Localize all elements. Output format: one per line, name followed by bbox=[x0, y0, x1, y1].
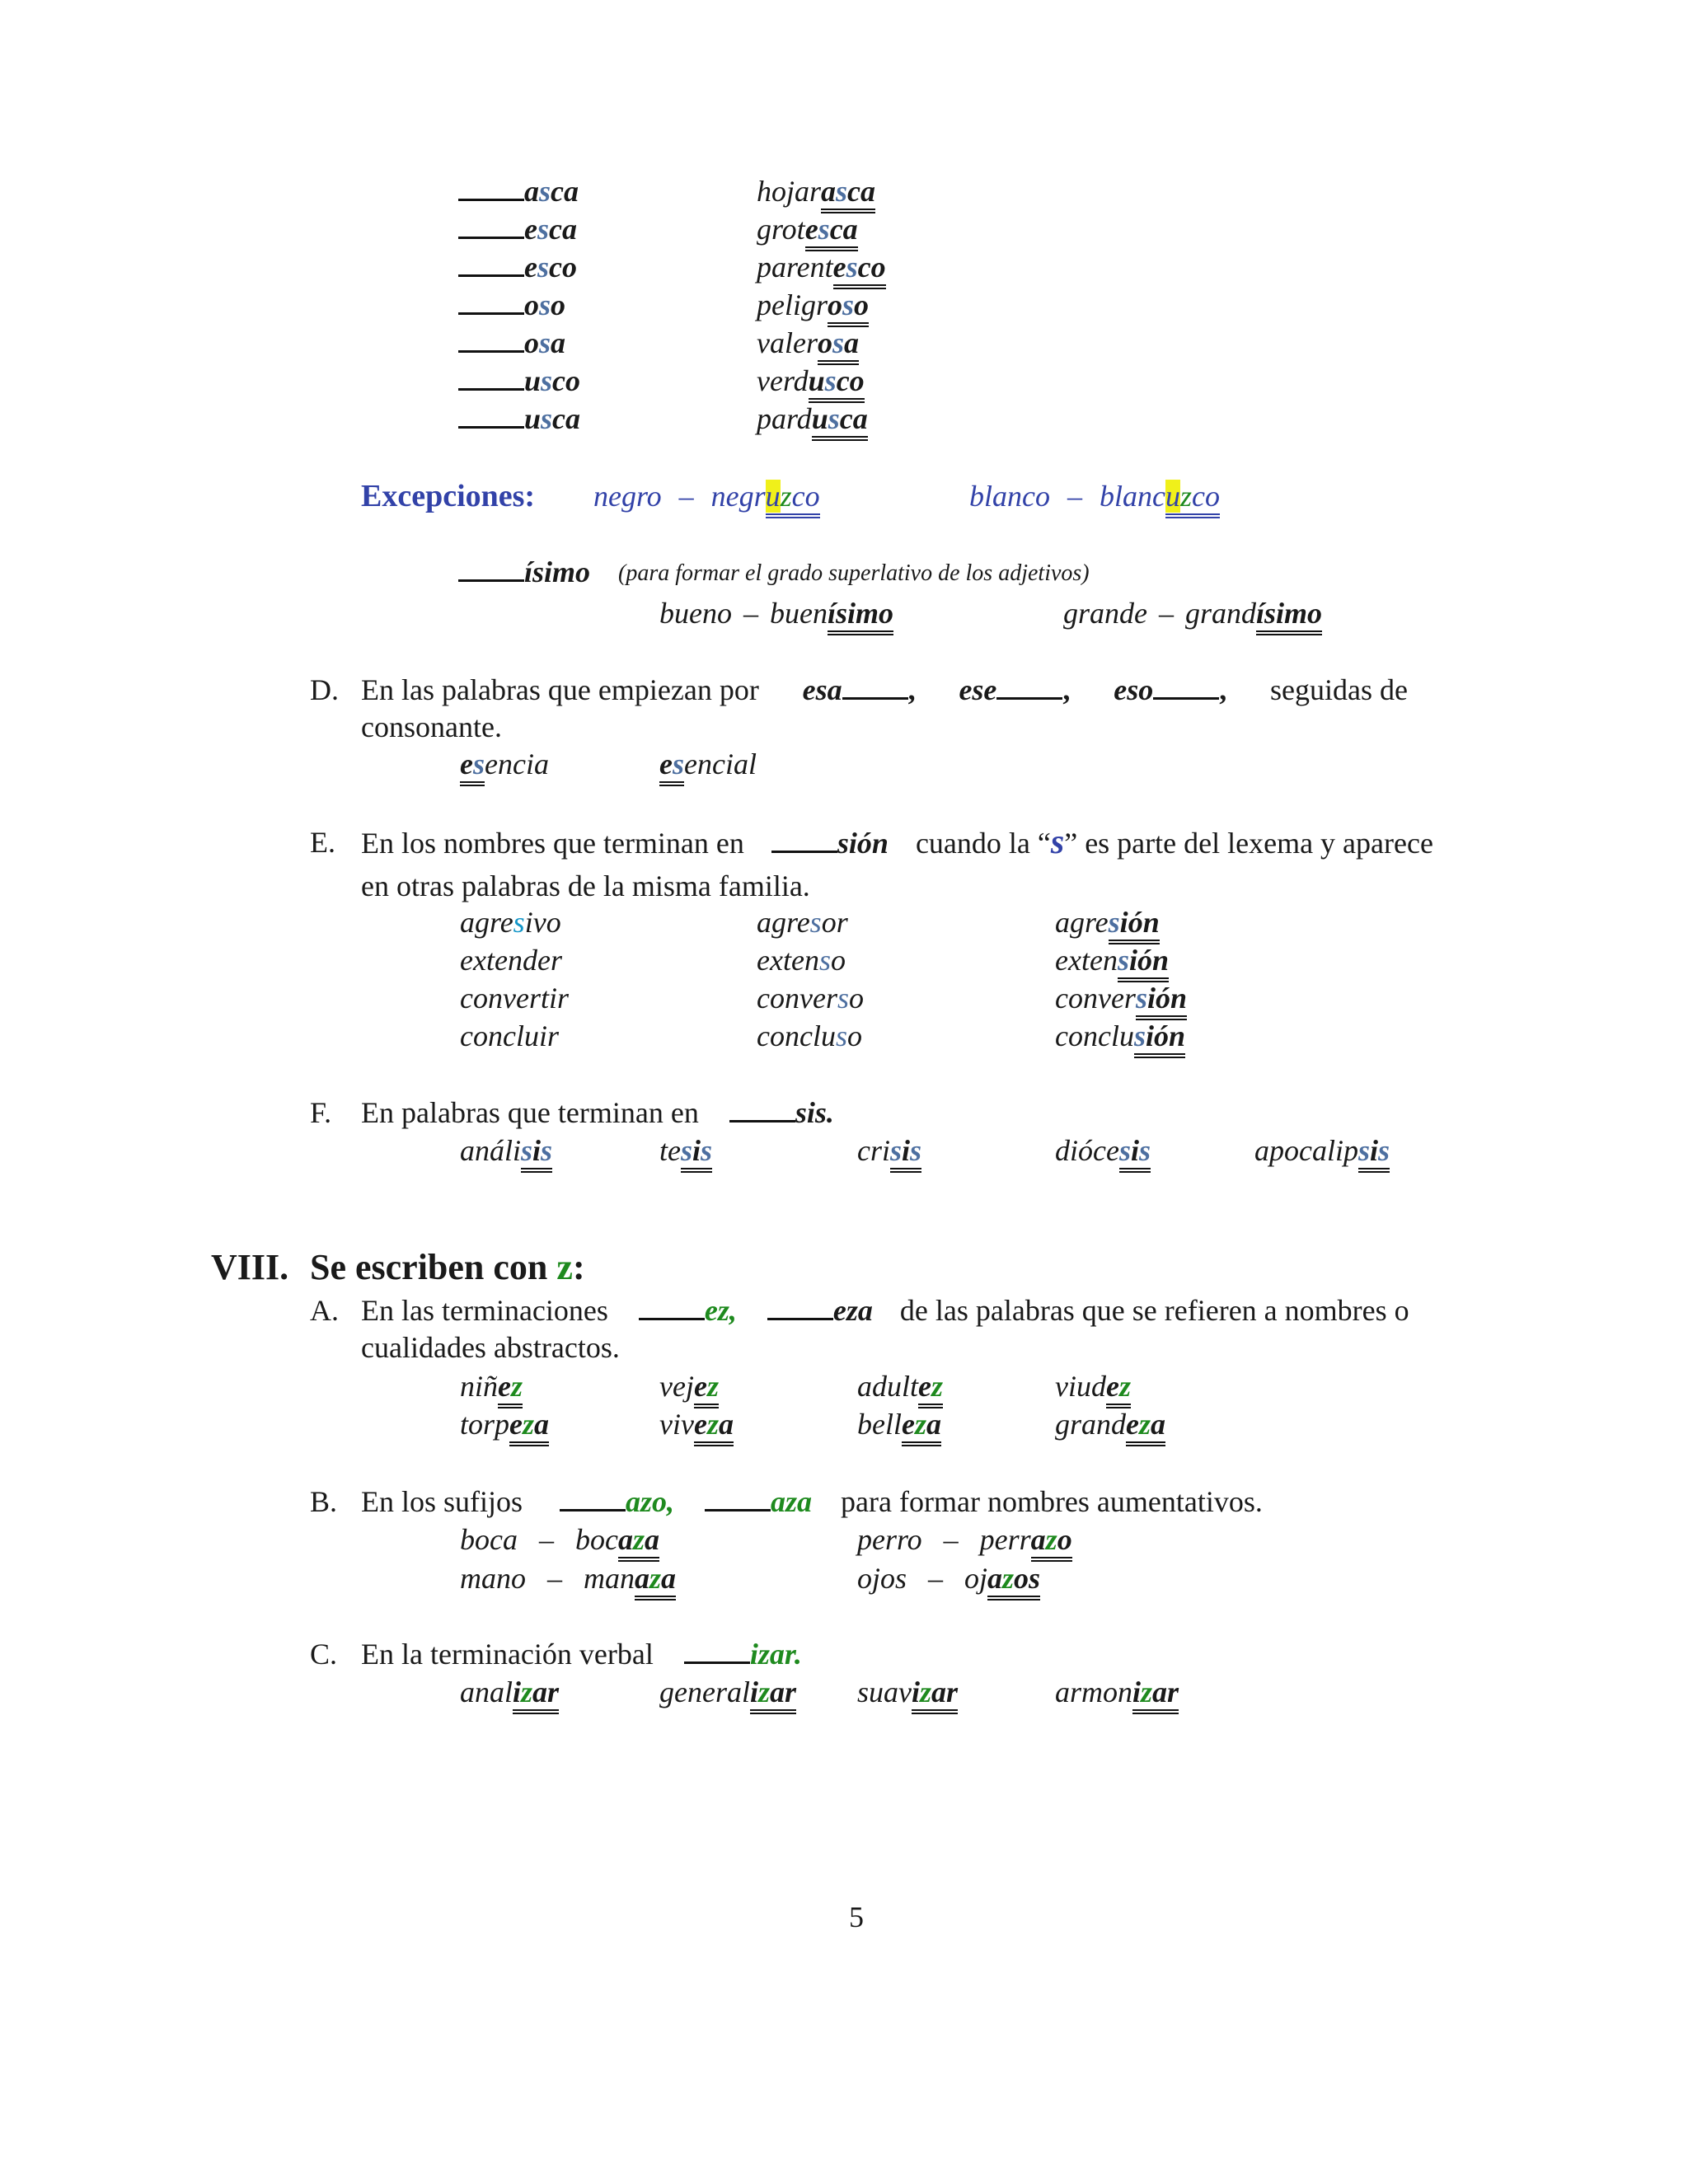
augmentative-example bbox=[460, 1560, 676, 1596]
example-word bbox=[460, 1406, 549, 1442]
item-f-letter: F. bbox=[310, 1096, 332, 1129]
suffix-part: oso bbox=[828, 288, 869, 327]
word-stem: dióce bbox=[1055, 1134, 1119, 1167]
base-word: boca bbox=[460, 1523, 518, 1556]
suffix-ending bbox=[458, 363, 580, 399]
isimo-note: (para formar el grado superlativo de los adjetivos) bbox=[618, 560, 1090, 586]
suffix-part: izar bbox=[513, 1675, 559, 1714]
word-stem: vej bbox=[659, 1370, 694, 1403]
word-stem: te bbox=[659, 1134, 681, 1167]
example-word bbox=[1055, 980, 1187, 1016]
ending-text: asca bbox=[524, 175, 579, 208]
item-e-text-2: en otras palabras de la misma familia. bbox=[361, 869, 810, 902]
suffix-part: sis bbox=[890, 1134, 921, 1173]
item-e-letter: E. bbox=[310, 826, 335, 859]
word-stem: torp bbox=[460, 1408, 510, 1441]
suffix-part: sión bbox=[1109, 906, 1160, 944]
example-word: extenso bbox=[757, 944, 846, 977]
example-word bbox=[1055, 1368, 1131, 1404]
example-word bbox=[659, 1674, 796, 1710]
suffix-part: ez bbox=[694, 1370, 719, 1408]
example-word bbox=[659, 1368, 719, 1404]
example-word bbox=[659, 1406, 734, 1442]
dash: – bbox=[538, 1523, 554, 1556]
example-stem: grot bbox=[757, 213, 805, 246]
blank-line bbox=[458, 307, 524, 315]
example-word bbox=[460, 1368, 523, 1404]
example-word: concluir bbox=[460, 1019, 560, 1052]
base-word: ojos bbox=[857, 1562, 907, 1595]
item-viii-b-letter: B. bbox=[310, 1485, 338, 1518]
item-f-text: En palabras que terminan en sis. bbox=[361, 1096, 834, 1129]
suffix-part: aza bbox=[618, 1523, 659, 1562]
item-d-text-2: consonante. bbox=[361, 710, 502, 743]
dash: – bbox=[928, 1562, 944, 1595]
suffix-part: sis bbox=[681, 1134, 712, 1173]
ending-text: esco bbox=[524, 251, 577, 284]
example-word bbox=[460, 1132, 552, 1169]
item-viii-b-text: En los sufijos azo, aza para formar nombres aumentativos. bbox=[361, 1485, 1263, 1518]
suffix-part: sis bbox=[1119, 1134, 1151, 1173]
augmentative-example bbox=[857, 1560, 1040, 1596]
example-word bbox=[857, 1674, 958, 1710]
item-viii-a-letter: A. bbox=[310, 1294, 339, 1327]
word-stem: suav bbox=[857, 1675, 912, 1708]
word-stem: niñ bbox=[460, 1370, 499, 1403]
isimo-example-2: grande – grandísimo bbox=[1063, 595, 1322, 631]
word-stem: exten bbox=[1055, 944, 1118, 977]
ending-text: usco bbox=[524, 364, 581, 397]
suffix-example bbox=[757, 173, 875, 209]
example-word: convertir bbox=[460, 982, 570, 1015]
blank-line bbox=[458, 383, 524, 391]
suffix-example bbox=[757, 249, 886, 285]
example-word bbox=[857, 1132, 921, 1169]
suffix-part: izar bbox=[912, 1675, 958, 1714]
word-stem: boc bbox=[574, 1523, 618, 1556]
example-word: agresor bbox=[757, 906, 848, 939]
example-stem: peligr bbox=[757, 288, 828, 321]
suffix-part: usca bbox=[812, 402, 868, 441]
example-word bbox=[659, 1132, 712, 1169]
suffix-part: azo bbox=[1031, 1523, 1072, 1562]
suffix-part: ez bbox=[498, 1370, 523, 1408]
ending-text: osa bbox=[524, 326, 566, 359]
base-word: perro bbox=[857, 1523, 922, 1556]
example-stem: hojar bbox=[757, 175, 822, 208]
suffix-part: eza bbox=[509, 1408, 549, 1446]
ending-text: oso bbox=[524, 288, 566, 321]
blank-line bbox=[458, 421, 524, 429]
blank-line bbox=[458, 345, 524, 353]
word-stem: apocalip bbox=[1254, 1134, 1358, 1167]
isimo-suffix: ísimo bbox=[458, 554, 590, 590]
example-stem: pard bbox=[757, 402, 812, 435]
word-stem: armon bbox=[1055, 1675, 1133, 1708]
suffix-example bbox=[757, 287, 869, 323]
word-stem: grand bbox=[1055, 1408, 1127, 1441]
suffix-example bbox=[757, 211, 858, 247]
suffix-part: osa bbox=[818, 326, 859, 365]
word-stem: cri bbox=[857, 1134, 890, 1167]
item-d-letter: D. bbox=[310, 673, 339, 706]
word-stem: análi bbox=[460, 1134, 522, 1167]
suffix-ending bbox=[458, 287, 565, 323]
blank-line bbox=[458, 269, 524, 277]
word-stem: anal bbox=[460, 1675, 513, 1708]
suffix-part: usco bbox=[809, 364, 865, 403]
dash: – bbox=[943, 1523, 959, 1556]
example-word bbox=[1055, 942, 1169, 978]
dash: – bbox=[547, 1562, 562, 1595]
suffix-example bbox=[757, 325, 859, 361]
suffix-part: sis bbox=[1358, 1134, 1390, 1173]
word-stem: oj bbox=[964, 1562, 988, 1595]
example-word: agresivo bbox=[460, 906, 561, 939]
item-viii-a-text-2: cualidades abstractos. bbox=[361, 1331, 620, 1364]
word-stem: conver bbox=[1055, 982, 1136, 1015]
word-stem: adult bbox=[857, 1370, 919, 1403]
augmentative-example bbox=[857, 1521, 1072, 1558]
suffix-example bbox=[757, 363, 865, 399]
word-stem: conclu bbox=[1055, 1019, 1134, 1052]
example-stem: valer bbox=[757, 326, 818, 359]
augmentative-example bbox=[460, 1521, 659, 1558]
suffix-part: asca bbox=[821, 175, 875, 213]
example-word: converso bbox=[757, 982, 864, 1015]
suffix-part: aza bbox=[635, 1562, 676, 1601]
suffix-part: ez bbox=[918, 1370, 943, 1408]
page-number: 5 bbox=[849, 1900, 864, 1933]
word-stem: bell bbox=[857, 1408, 902, 1441]
item-d-example-1: esencia bbox=[460, 746, 549, 782]
base-word: mano bbox=[460, 1562, 526, 1595]
item-d-text: En las palabras que empiezan por esa , ese , eso , seguidas de bbox=[361, 673, 1408, 706]
word-stem: agre bbox=[1055, 906, 1109, 939]
word-stem: perr bbox=[979, 1523, 1031, 1556]
example-word bbox=[1254, 1132, 1390, 1169]
example-word bbox=[1055, 1406, 1165, 1442]
suffix-ending bbox=[458, 211, 577, 247]
ending-text: esca bbox=[524, 213, 577, 246]
example-word: concluso bbox=[757, 1019, 862, 1052]
suffix-ending bbox=[458, 249, 577, 285]
item-viii-a-text: En las terminaciones ez, eza de las palabras que se refieren a nombres o bbox=[361, 1294, 1409, 1327]
exception-1: negro – negruzco bbox=[593, 478, 820, 514]
example-word bbox=[460, 1674, 559, 1710]
example-word bbox=[1055, 1018, 1185, 1054]
suffix-part: sis bbox=[521, 1134, 552, 1173]
item-e-text: En los nombres que terminan en sión cuando la “s” es parte del lexema y aparece bbox=[361, 823, 1433, 861]
example-word bbox=[1055, 1132, 1151, 1169]
suffix-part: eza bbox=[902, 1408, 941, 1446]
item-d-example-2: esencial bbox=[659, 746, 757, 782]
item-viii-c-text: En la terminación verbal izar. bbox=[361, 1638, 802, 1671]
suffix-part: sión bbox=[1134, 1019, 1185, 1058]
ending-text: usca bbox=[524, 402, 581, 435]
word-stem: general bbox=[659, 1675, 750, 1708]
isimo-example-1: bueno – buenísimo bbox=[659, 595, 893, 631]
suffix-part: eza bbox=[694, 1408, 734, 1446]
exception-2: blanco – blancuzco bbox=[969, 478, 1220, 514]
suffix-part: ez bbox=[1106, 1370, 1131, 1408]
example-word bbox=[857, 1406, 941, 1442]
suffix-part: izar bbox=[1132, 1675, 1179, 1714]
example-word bbox=[857, 1368, 943, 1404]
blank-line bbox=[458, 194, 524, 201]
example-word bbox=[1055, 904, 1160, 940]
suffix-part: eza bbox=[1126, 1408, 1165, 1446]
suffix-ending bbox=[458, 401, 580, 437]
section-number: VIII. bbox=[211, 1247, 289, 1287]
suffix-part: azos bbox=[987, 1562, 1040, 1601]
suffix-part: sión bbox=[1118, 944, 1169, 982]
example-word: extender bbox=[460, 944, 562, 977]
section-title: Se escriben con z: bbox=[310, 1247, 585, 1287]
suffix-example bbox=[757, 401, 868, 437]
item-viii-c-letter: C. bbox=[310, 1638, 338, 1671]
suffix-ending bbox=[458, 325, 565, 361]
suffix-part: izar bbox=[750, 1675, 796, 1714]
word-stem: man bbox=[584, 1562, 635, 1595]
blank-line bbox=[458, 232, 524, 239]
word-stem: viud bbox=[1055, 1370, 1106, 1403]
suffix-part: esco bbox=[833, 251, 886, 289]
example-stem: verd bbox=[757, 364, 809, 397]
example-stem: parent bbox=[757, 251, 833, 284]
suffix-part: esca bbox=[805, 213, 858, 251]
word-stem: viv bbox=[659, 1408, 694, 1441]
example-word bbox=[1055, 1674, 1179, 1710]
suffix-part: sión bbox=[1136, 982, 1187, 1020]
suffix-ending bbox=[458, 173, 579, 209]
exceptions-label: Excepciones: bbox=[361, 479, 536, 513]
